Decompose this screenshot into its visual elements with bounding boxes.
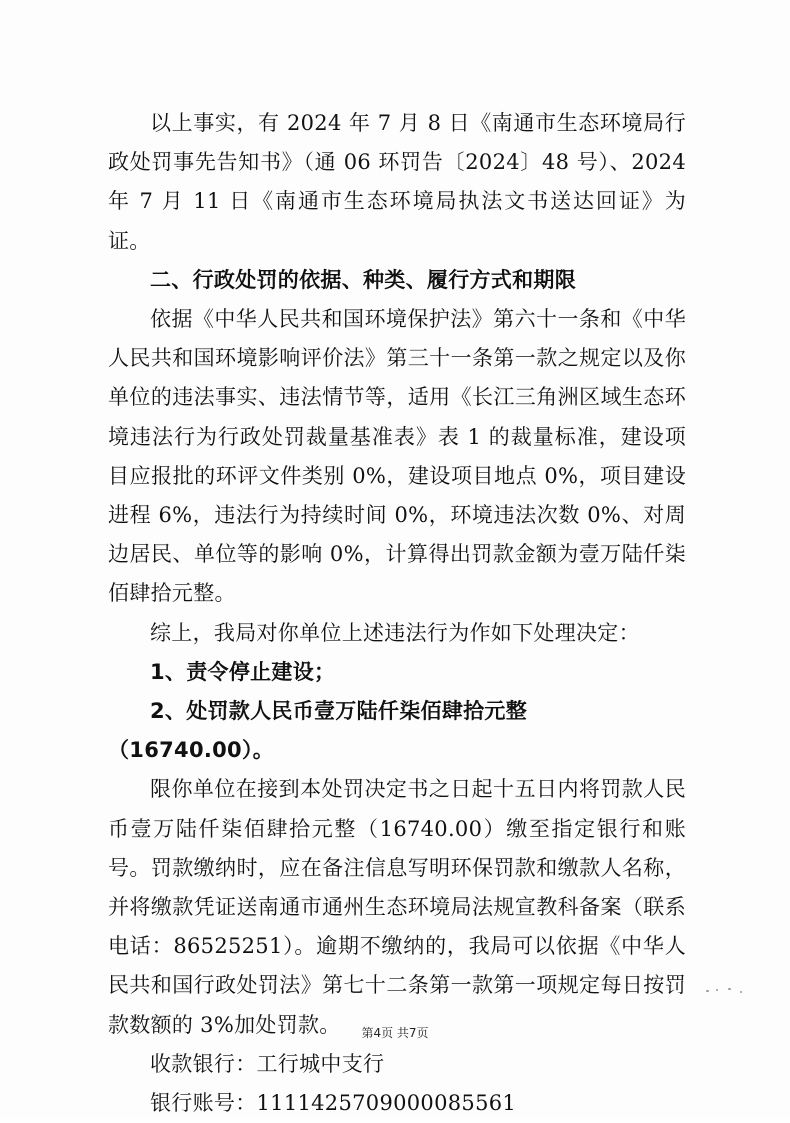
scan-speck	[706, 990, 709, 992]
decision-item-stop-construction: 1、责令停止建设；	[150, 659, 336, 684]
document-body	[108, 104, 686, 1123]
scan-speck	[728, 988, 731, 990]
bank-name-line: 收款银行：工行城中支行	[150, 1051, 385, 1076]
section-two-heading: 二、行政处罚的依据、种类、履行方式和期限	[150, 267, 576, 292]
legal-basis-paragraph: 依据《中华人民共和国环境保护法》第六十一条和《中华人民共和国环境影响评价法》第三十一条第一款之规定以及你单位的违法事实、违法情节等，适用《长江三角洲区域生态环境违法行为行政处罚裁量基准表》表 1 的裁量标准，建设项目应报批的环评文件类别 0%，建设项目地点 0%，项目建设进程 6%，违法行为持续时间 0%，环境违法次数 0%、对周边居民、单位等的影响 0%，计算得出罚款金额为壹万陆仟柒佰肆拾元整。	[108, 307, 686, 606]
scan-speck	[740, 991, 742, 993]
decision-intro-paragraph: 综上，我局对你单位上述违法行为作如下处理决定：	[150, 620, 640, 645]
page-number-footer: 第4页 共7页	[361, 1026, 429, 1040]
payment-terms-paragraph: 限你单位在接到本处罚决定书之日起十五日内将罚款人民币壹万陆仟柒佰肆拾元整（16740.00）缴至指定银行和账号。罚款缴纳时，应在备注信息写明环保罚款和缴款人名称，并将缴款凭证送南通市通州生态环境局法规宣教科备案（联系电话：86525251）。逾期不缴纳的，我局可以依据《中华人民共和国行政处罚法》第七十二条第一款第一项规定每日按罚款数额的 3%加处罚款。	[108, 777, 686, 1037]
decision-item-fine: 2、处罚款人民币壹万陆仟柒佰肆拾元整（16740.00）。	[108, 699, 528, 763]
bank-account-line: 银行账号：1111425709000085561	[150, 1091, 517, 1116]
scan-speck	[716, 989, 718, 991]
facts-paragraph: 以上事实，有 2024 年 7 月 8 日《南通市生态环境局行政处罚事先告知书》（通 06 环罚告〔2024〕48 号）、2024 年 7 月 11 日《南通市生态环境局执法文书送达回证》为证。	[108, 111, 686, 253]
